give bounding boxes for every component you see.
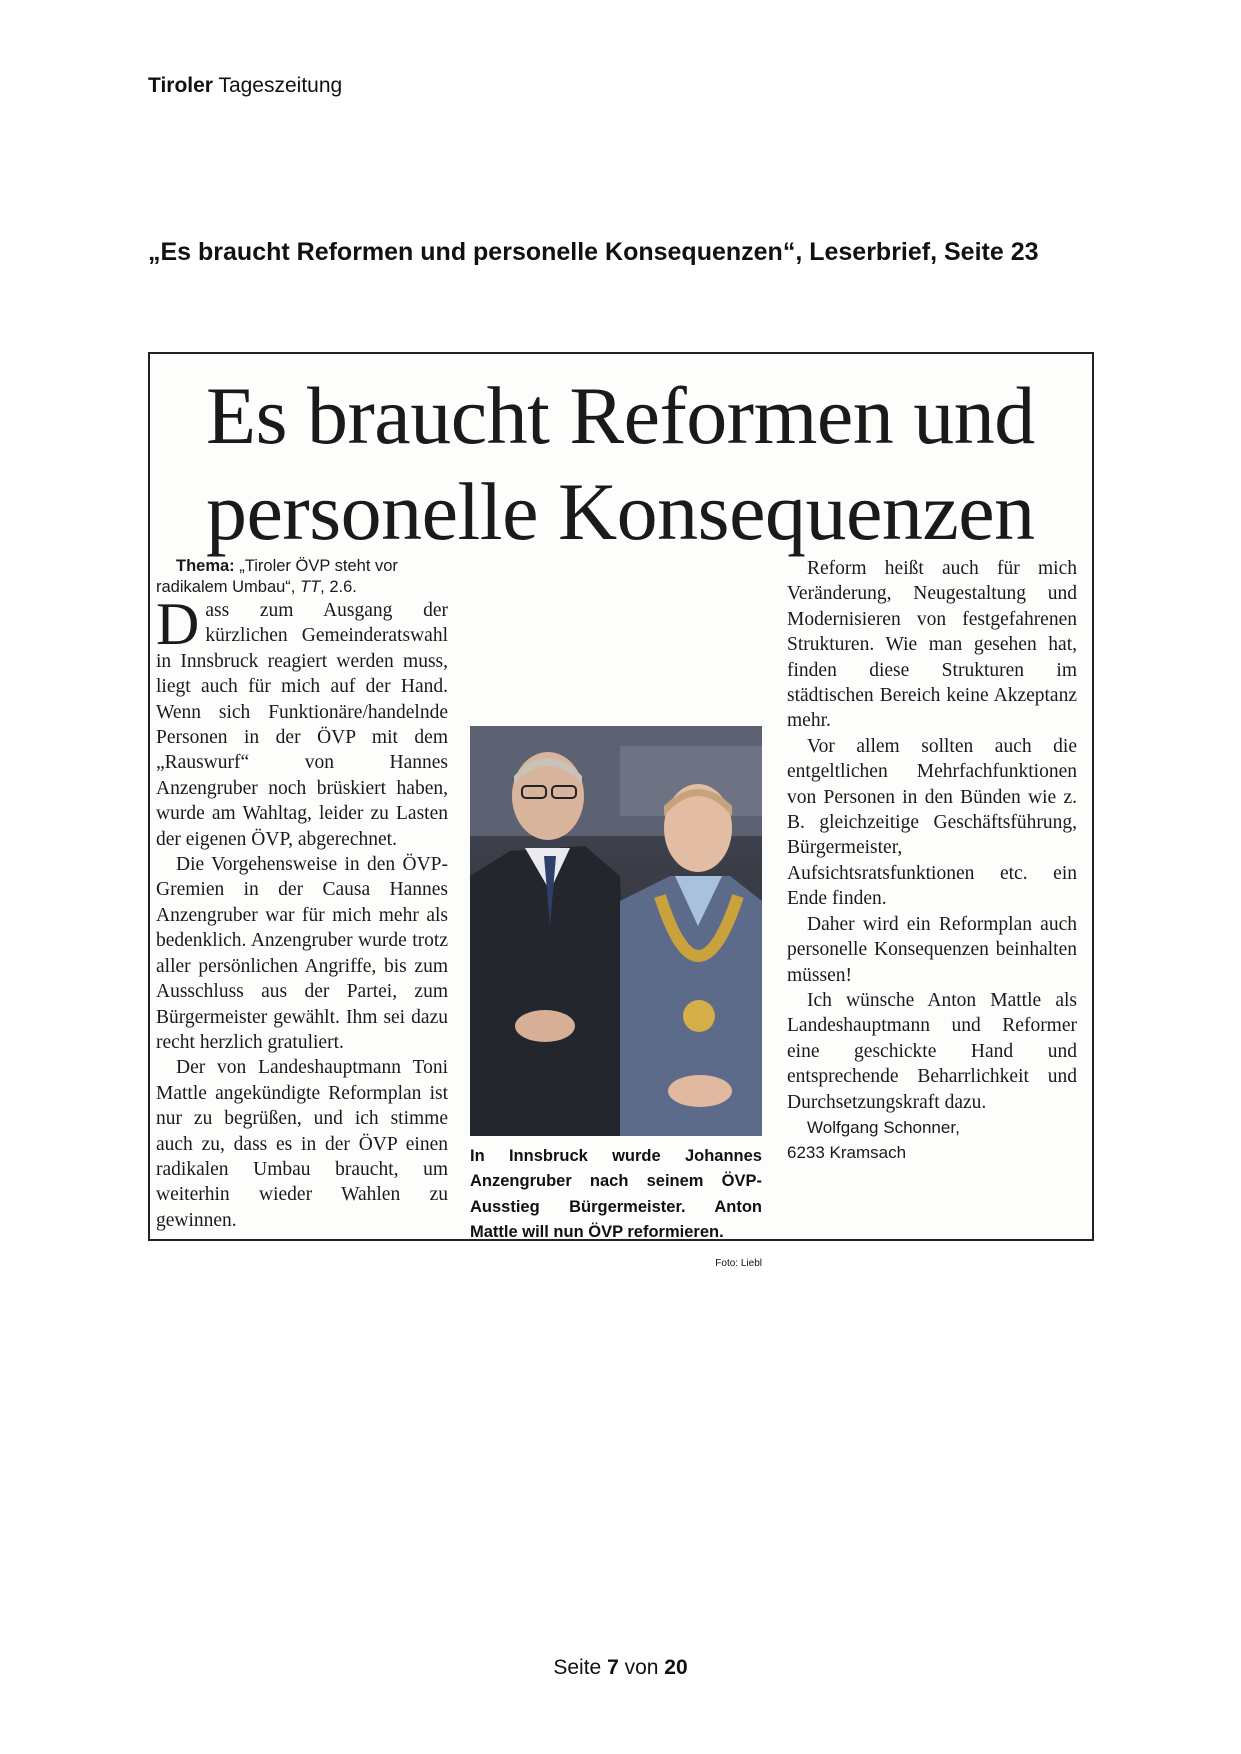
masthead-bold: Tiroler xyxy=(148,74,213,97)
masthead-rest: Tageszeitung xyxy=(218,74,343,97)
caption-text: In Innsbruck wurde Johannes Anzengruber nach seinem ÖVP-Ausstieg Bürgermeister. Anton Mattle will nun ÖVP reformieren. xyxy=(470,1147,762,1242)
paragraph-6: Daher wird ein Reformplan auch personelle Konsequenzen beinhalten müssen! xyxy=(787,913,1077,986)
paragraph-4: Reform heißt auch für mich Veränderung, Neugestaltung und Modernisieren von festgefahrenen Strukturen. Wie man gesehen hat, finden diese Strukturen im städtischen Bereich keine Akzeptanz mehr. xyxy=(787,558,1077,732)
column-3 xyxy=(787,556,1077,1165)
thema-source: TT xyxy=(299,578,321,596)
drop-cap: D xyxy=(156,591,200,657)
paragraph-1 xyxy=(156,591,448,852)
author-place: 6233 Kramsach xyxy=(787,1142,907,1162)
newspaper-clipping xyxy=(148,352,1094,1269)
footer-total: 20 xyxy=(664,1656,688,1679)
article-headline xyxy=(206,368,1066,560)
photo-caption xyxy=(470,1144,762,1276)
thema-line xyxy=(156,556,448,598)
photo-credit: Foto: Liebl xyxy=(715,1257,762,1269)
page-footer xyxy=(0,1656,1241,1680)
footer-page: 7 xyxy=(607,1656,619,1679)
headline-line-2: personelle Konsequenzen xyxy=(206,466,1035,557)
article-photo xyxy=(470,726,762,1136)
masthead xyxy=(148,74,342,98)
author-name: Wolfgang Schonner, xyxy=(807,1117,960,1137)
paragraph-5: Vor allem sollten auch die entgeltlichen Mehrfachfunktionen von Personen in den Bünden wie z. B. gleichzeitige Geschäftsführung, Bürgermeister, Aufsichtsratsfunktionen etc. ein Ende finden. xyxy=(787,735,1077,910)
thema-date: , 2.6. xyxy=(320,578,357,596)
photo-illustration xyxy=(470,726,762,1136)
paragraph-1-text: ass zum Ausgang der kürzlichen Gemeinderatswahl in Innsbruck reagiert werden muss, liegt auch für mich auf der Hand. Wenn sich Funktionäre/handelnde Personen in der ÖVP mit dem „Rauswurf“ von Hannes Anzengruber noch brüskiert haben, wurde am Wahltag, leider zu Lasten der eigenen ÖVP, abgerechnet. xyxy=(156,600,448,850)
footer-prefix: Seite xyxy=(553,1656,602,1679)
thema-label: Thema: xyxy=(176,557,235,575)
column-1 xyxy=(156,556,448,1233)
footer-mid: von xyxy=(624,1656,659,1679)
paragraph-3: Der von Landeshauptmann Toni Mattle angekündigte Reformplan ist nur zu begrüßen, und ich stimme auch zu, dass es in der ÖVP einen radikalen Umbau braucht, um weiterhin wieder Wahlen zu gewinnen. xyxy=(156,1057,448,1231)
paragraph-2: Die Vorgehensweise in den ÖVP-Gremien in der Causa Hannes Anzengruber war für mich mehr als bedenklich. Anzengruber wurde trotz aller persönlichen Angriffe, bis zum Ausschluss aus der Partei, zum Bürgermeister gewählt. Ihm sei dazu recht herzlich gratuliert. xyxy=(156,854,448,1053)
document-title: „Es braucht Reformen und personelle Konsequenzen“, Leserbrief, Seite 23 xyxy=(148,238,1039,266)
headline-line-1: Es braucht Reformen und xyxy=(206,370,1035,461)
signature xyxy=(787,1115,1077,1165)
thema-text: „Tiroler ÖVP steht vor radikalem Umbau“, xyxy=(156,557,398,596)
paragraph-7: Ich wünsche Anton Mattle als Landeshauptmann und Reformer eine geschickte Hand und entsprechende Beharrlichkeit und Durchsetzungskraft dazu. xyxy=(787,989,1077,1113)
